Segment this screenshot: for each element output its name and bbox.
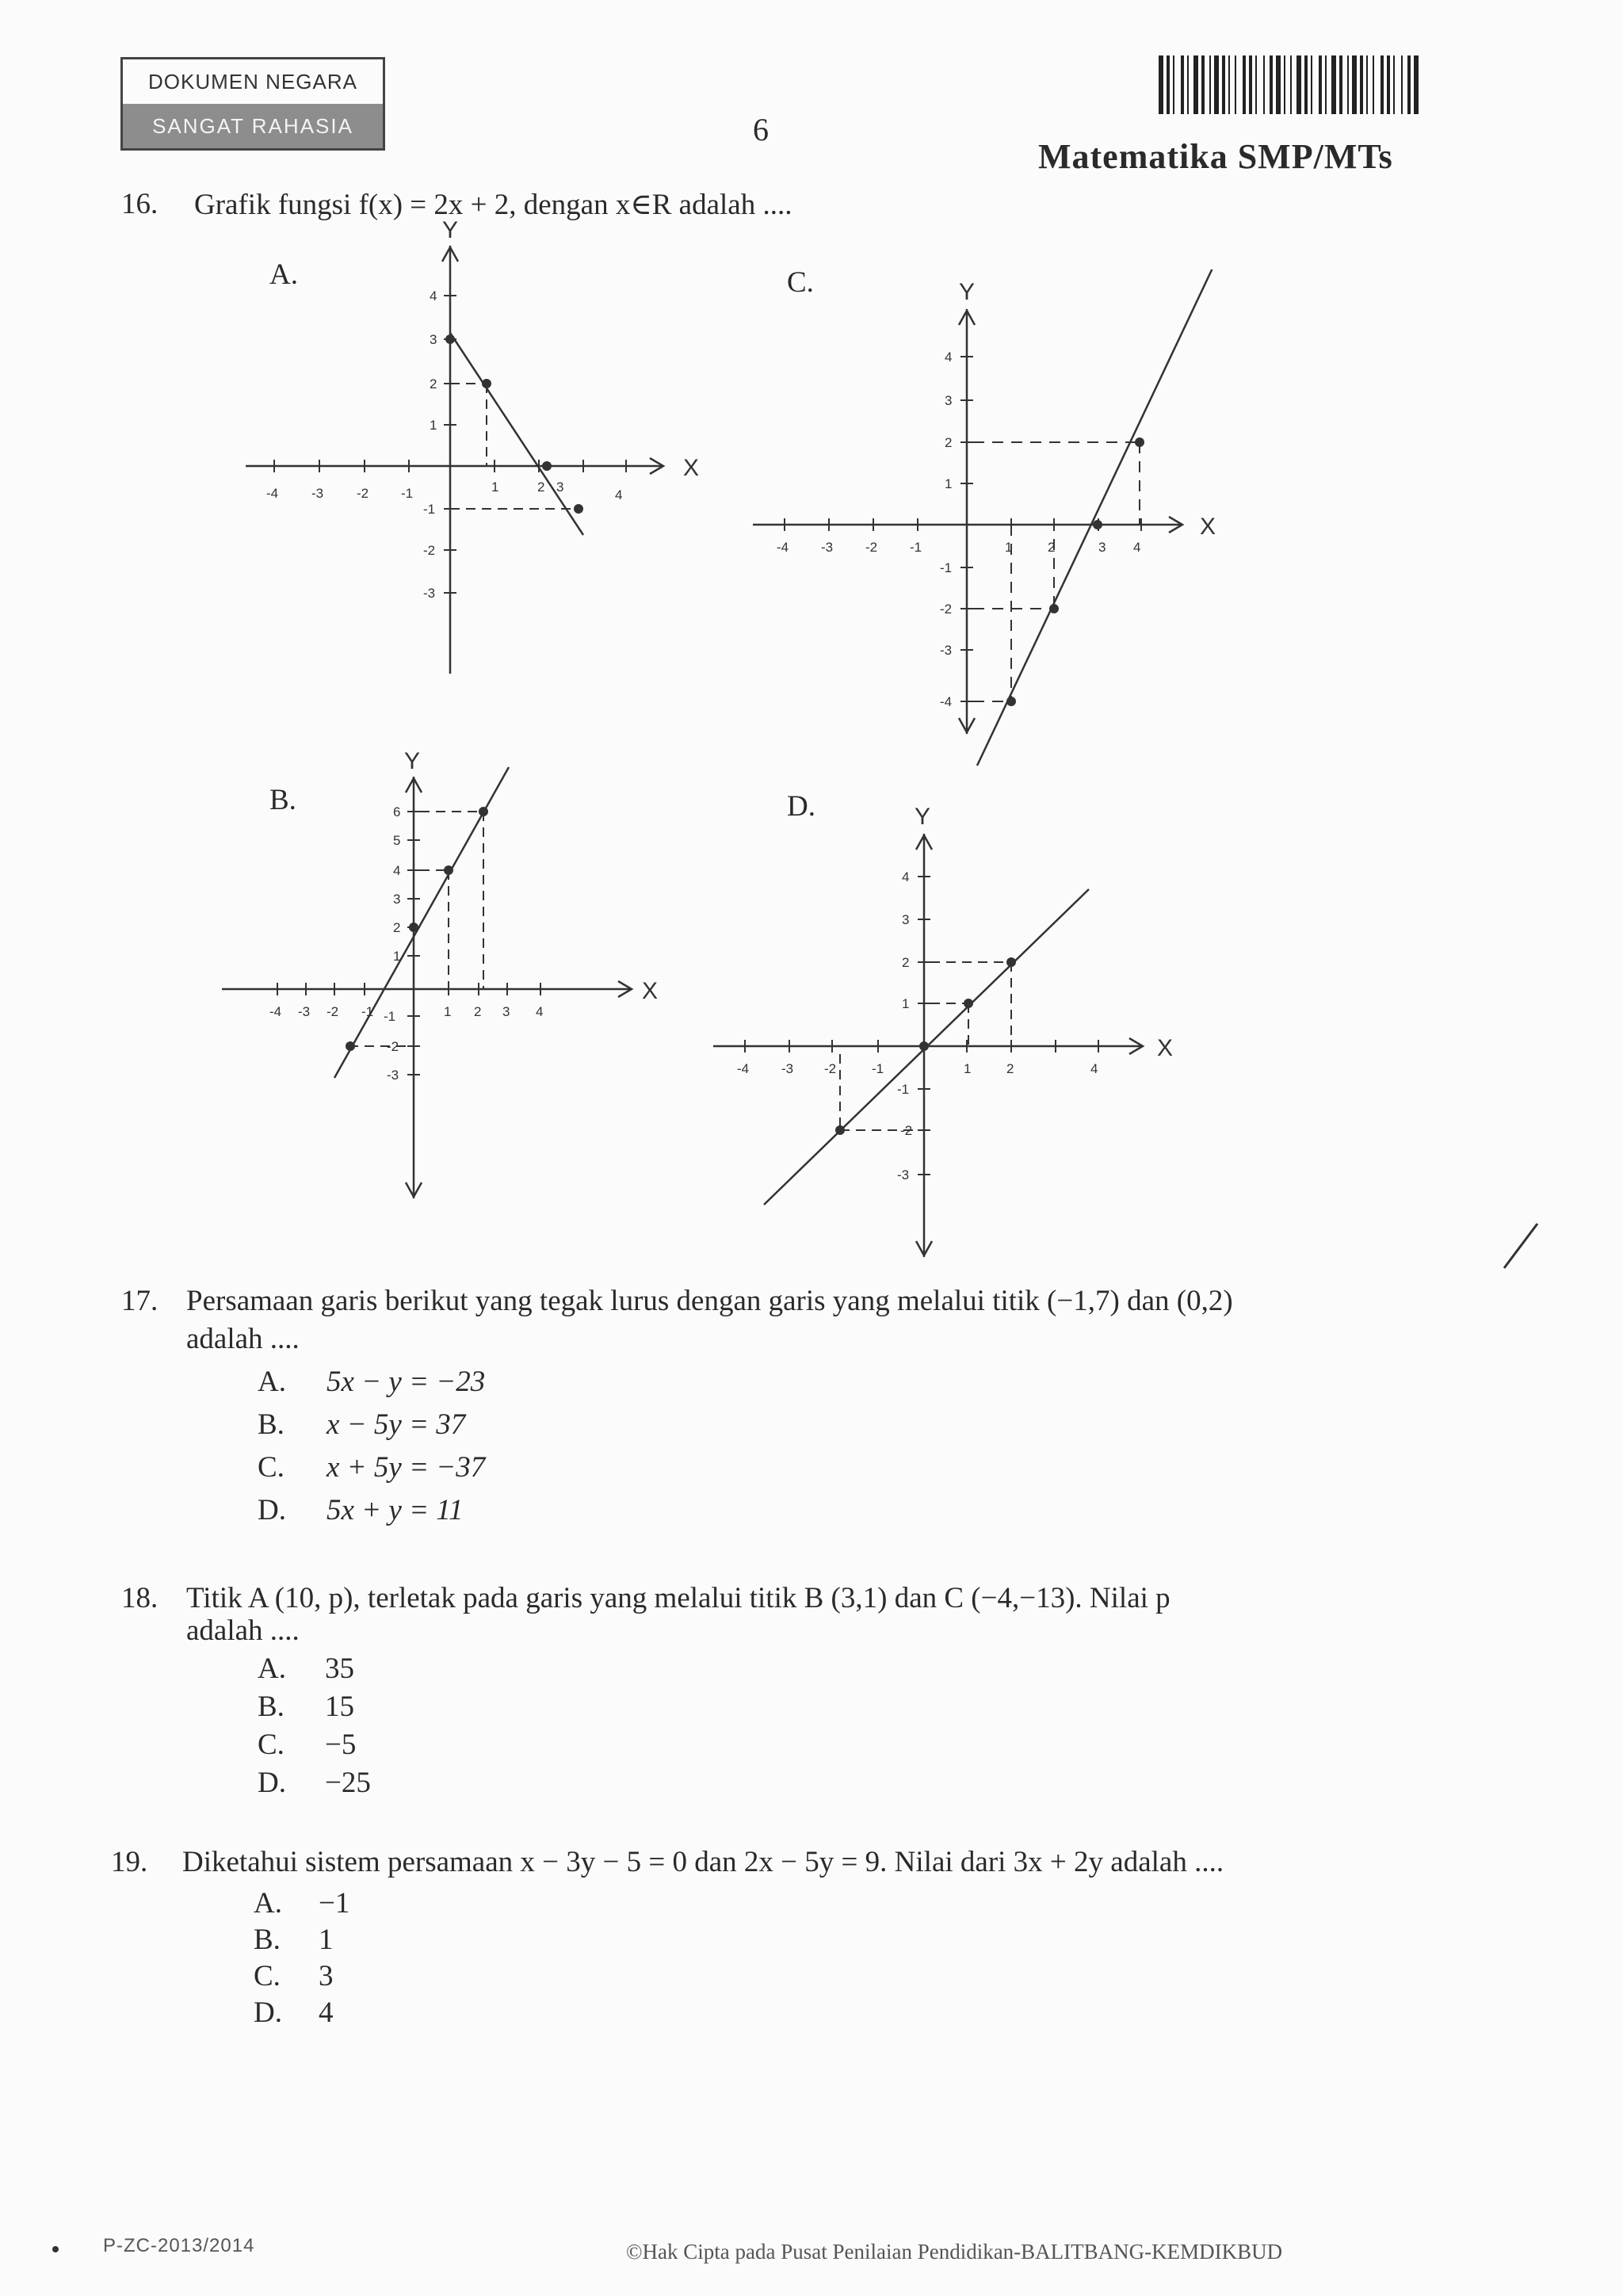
tick-label: 3 <box>1098 540 1106 555</box>
y-axis-label: Y <box>959 279 976 305</box>
tick-label: 4 <box>902 869 910 884</box>
option-text: 1 <box>319 1924 334 1956</box>
tick-label: 1 <box>393 949 401 964</box>
tick-label: 1 <box>945 476 953 491</box>
tick-label: -2 <box>865 540 878 555</box>
graph-line <box>450 333 583 535</box>
option-label: B. <box>258 1690 285 1723</box>
tick-label: 1 <box>430 418 437 433</box>
tick-label: 6 <box>393 804 401 819</box>
option-text: 3 <box>319 1960 334 1992</box>
option-label: B. <box>258 1408 285 1441</box>
graph-label-b: B. <box>269 784 296 816</box>
option-label: A. <box>258 1652 286 1685</box>
tick-label: 3 <box>945 393 953 408</box>
x-axis-label: X <box>642 978 659 1004</box>
option-label: B. <box>254 1924 281 1956</box>
tick-label: -1 <box>361 1004 374 1019</box>
x-axis-label: X <box>683 455 700 481</box>
option-label: C. <box>258 1729 285 1761</box>
tick-label: -3 <box>311 486 324 501</box>
tick-label: 4 <box>430 288 437 304</box>
tick-label: 3 <box>393 892 401 907</box>
graph-d <box>697 793 1205 1268</box>
tick-label: -1 <box>940 560 953 575</box>
point <box>1006 957 1016 967</box>
tick-label: 1 <box>902 996 910 1011</box>
option-text: −1 <box>319 1887 350 1920</box>
point <box>919 1041 929 1051</box>
tick-label: 2 <box>902 955 910 970</box>
x-axis-label: X <box>1200 514 1216 540</box>
tick-label: 2 <box>393 920 401 935</box>
option-label: A. <box>258 1366 286 1398</box>
y-axis-label: Y <box>404 748 421 774</box>
option-text: x + 5y = −37 <box>327 1451 486 1484</box>
tick-label: 5 <box>393 833 401 848</box>
graph-c <box>737 269 1308 777</box>
point <box>1006 697 1016 706</box>
tick-label: -1 <box>910 540 922 555</box>
tick-label: -2 <box>940 602 953 617</box>
point <box>1093 520 1102 529</box>
tick-label: 4 <box>945 350 953 365</box>
tick-label: -4 <box>737 1061 750 1076</box>
tick-label: -3 <box>298 1004 311 1019</box>
tick-label: 3 <box>430 332 437 347</box>
footer-code: P-ZC-2013/2014 <box>103 2235 255 2256</box>
point <box>1135 437 1144 447</box>
tick-label: 3 <box>502 1004 510 1019</box>
tick-label: -1 <box>384 1009 396 1024</box>
graph-a <box>230 214 737 690</box>
question-text: Persamaan garis berikut yang tegak lurus dengan garis yang melalui titik (−1,7) dan (0,2) <box>186 1285 1233 1317</box>
pen-mark <box>1498 1219 1545 1274</box>
question-text: Grafik fungsi f(x) = 2x + 2, dengan x∈R adalah .... <box>194 189 792 221</box>
point <box>542 461 552 471</box>
option-label: C. <box>258 1451 285 1484</box>
x-axis-label: X <box>1157 1035 1174 1061</box>
tick-label: -4 <box>266 486 279 501</box>
tick-label: 1 <box>491 479 499 495</box>
point <box>409 923 418 932</box>
tick-label: -3 <box>897 1167 910 1182</box>
tick-label: 4 <box>536 1004 544 1019</box>
tick-label: -2 <box>824 1061 837 1076</box>
graph-label-c: C. <box>787 266 814 299</box>
question-number: 19. <box>111 1846 148 1878</box>
tick-label: -2 <box>327 1004 339 1019</box>
graph-b <box>214 737 689 1213</box>
point <box>835 1125 845 1135</box>
tick-label: -3 <box>387 1068 399 1083</box>
tick-label: 4 <box>1090 1061 1098 1076</box>
tick-label: -2 <box>423 543 436 558</box>
question-number: 16. <box>121 188 158 220</box>
option-text: 4 <box>319 1996 334 2029</box>
question-text-cont: adalah .... <box>186 1614 300 1647</box>
point <box>482 379 491 388</box>
tick-label: -2 <box>900 1123 913 1138</box>
option-label: D. <box>258 1494 286 1526</box>
tick-label: -3 <box>821 540 834 555</box>
option-text: 5x + y = 11 <box>327 1494 464 1526</box>
tick-label: 2 <box>1048 540 1056 555</box>
tick-label: 2 <box>945 435 953 450</box>
point <box>1049 604 1059 613</box>
tick-label: 2 <box>430 376 437 392</box>
graph-line <box>977 269 1216 766</box>
tick-label: -1 <box>401 486 414 501</box>
tick-label: 1 <box>444 1004 452 1019</box>
tick-label: 4 <box>615 487 623 502</box>
point <box>964 999 973 1008</box>
tick-label: 4 <box>1133 540 1141 555</box>
doc-label: DOKUMEN NEGARA <box>148 69 357 94</box>
option-text: 35 <box>325 1652 354 1685</box>
tick-label: 2 <box>474 1004 482 1019</box>
point <box>574 504 583 514</box>
point <box>445 334 455 344</box>
option-label: D. <box>258 1767 286 1799</box>
tick-label: -4 <box>777 540 789 555</box>
tick-label: 4 <box>393 863 401 878</box>
graph-label-d: D. <box>787 790 815 823</box>
option-text: 5x − y = −23 <box>327 1366 486 1398</box>
option-label: D. <box>254 1996 282 2029</box>
tick-label: -3 <box>423 586 436 601</box>
option-label: C. <box>254 1960 281 1992</box>
graph-label-a: A. <box>269 258 298 291</box>
point <box>479 807 488 816</box>
footer-copyright: ©Hak Cipta pada Pusat Penilaian Pendidikan-BALITBANG-KEMDIKBUD <box>626 2240 1283 2264</box>
question-text-cont: adalah .... <box>186 1323 300 1355</box>
tick-label: -4 <box>940 694 953 709</box>
tick-label: -1 <box>872 1061 884 1076</box>
point <box>346 1041 355 1051</box>
tick-label: 1 <box>964 1061 972 1076</box>
barcode-icon <box>1157 55 1420 114</box>
option-text: −25 <box>325 1767 371 1799</box>
tick-label: -4 <box>269 1004 282 1019</box>
tick-label: -2 <box>387 1039 399 1054</box>
document-classification-box <box>120 57 385 151</box>
secret-label: SANGAT RAHASIA <box>123 104 383 148</box>
question-text: Titik A (10, p), terletak pada garis yang melalui titik B (3,1) dan C (−4,−13). Nilai p <box>186 1582 1170 1614</box>
tick-label: 3 <box>556 479 564 495</box>
question-text: Diketahui sistem persamaan x − 3y − 5 = 0 dan 2x − 5y = 9. Nilai dari 3x + 2y adalah .... <box>182 1846 1224 1878</box>
tick-label: 1 <box>1005 540 1013 555</box>
option-label: A. <box>254 1887 282 1920</box>
tick-label: -3 <box>781 1061 794 1076</box>
tick-label: -2 <box>357 486 369 501</box>
tick-label: -1 <box>897 1082 910 1097</box>
tick-label: -3 <box>940 643 953 658</box>
tick-label: 2 <box>537 479 545 495</box>
option-text: −5 <box>325 1729 357 1761</box>
option-text: 15 <box>325 1690 354 1723</box>
point <box>444 865 453 875</box>
tick-label: 3 <box>902 912 910 927</box>
y-axis-label: Y <box>442 217 459 243</box>
subject-title: Matematika SMP/MTs <box>1038 137 1393 176</box>
question-number: 17. <box>121 1285 158 1317</box>
page-number: 6 <box>753 112 769 147</box>
question-number: 18. <box>121 1582 158 1614</box>
tick-label: 2 <box>1006 1061 1014 1076</box>
y-axis-label: Y <box>915 804 931 830</box>
option-text: x − 5y = 37 <box>327 1408 466 1441</box>
tick-label: -1 <box>423 502 436 517</box>
bullet-dot <box>52 2246 59 2252</box>
